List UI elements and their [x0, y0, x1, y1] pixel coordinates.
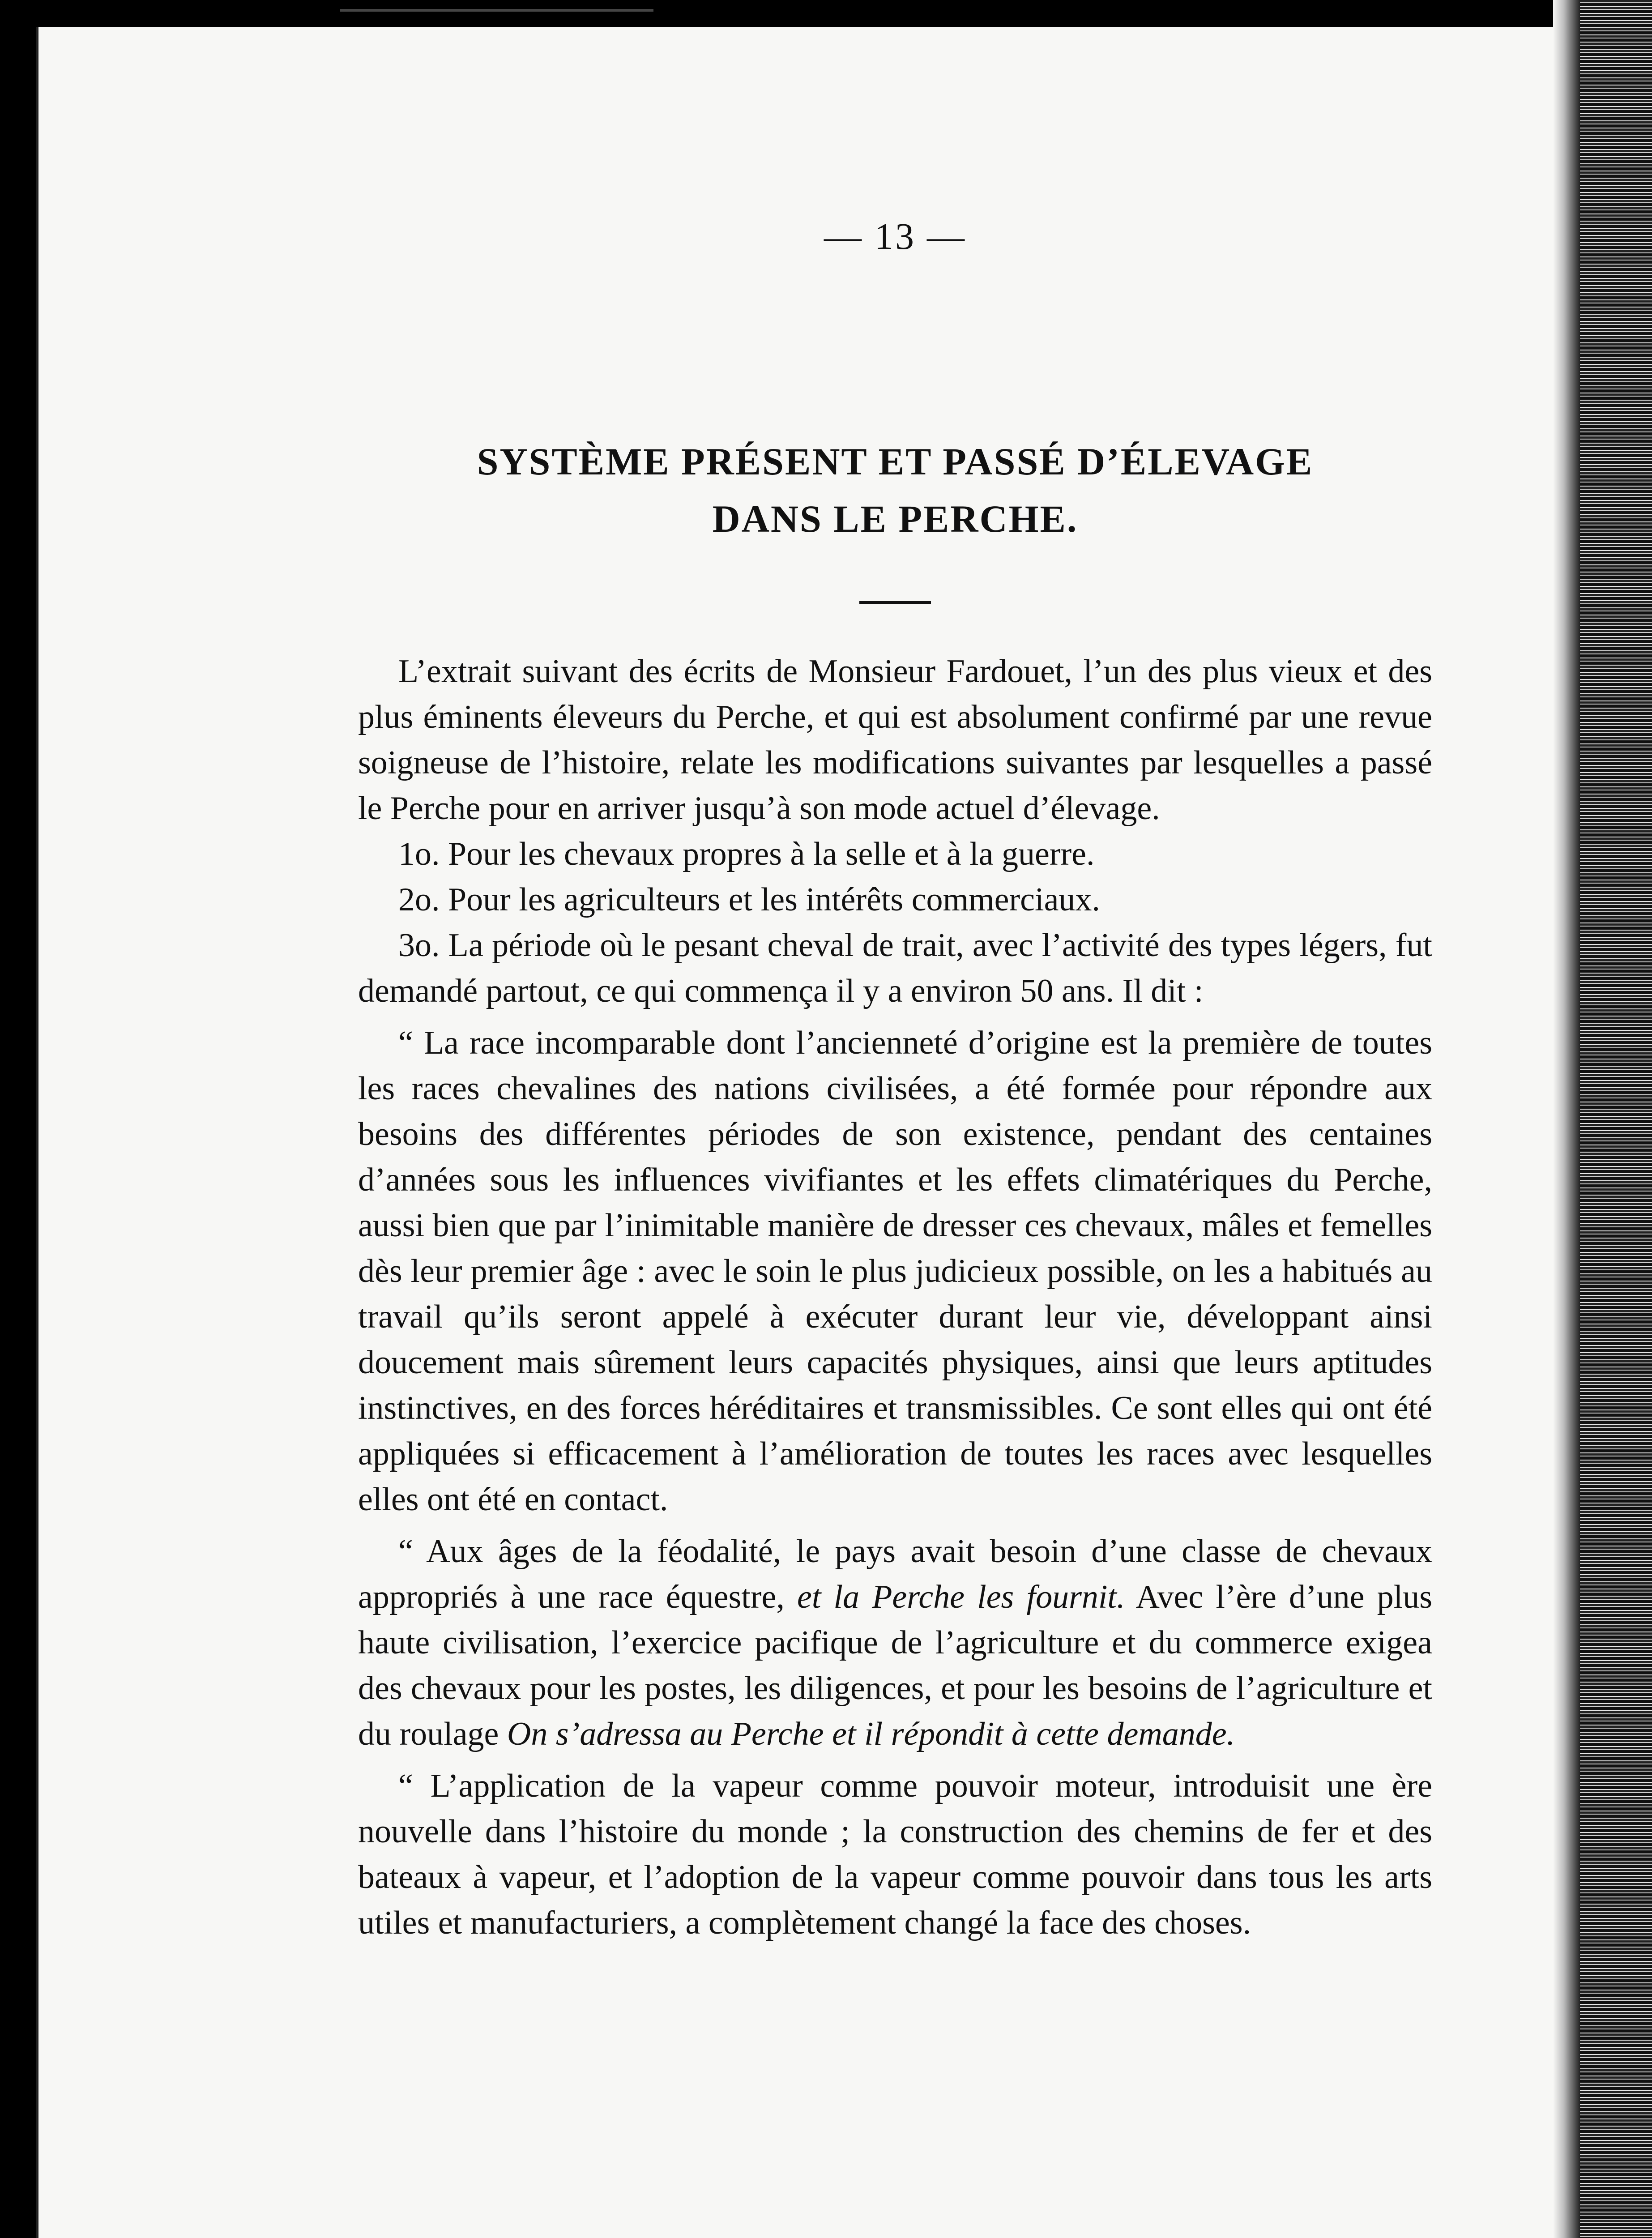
quote-paragraph-2: [358, 1529, 1432, 1757]
page-content: [358, 215, 1432, 1946]
chapter-title: [358, 433, 1432, 547]
title-separator: [859, 601, 931, 604]
page-number: — 13 —: [824, 216, 966, 257]
page-edge-gradient: [1553, 0, 1580, 2238]
quote-paragraph-3: “ L’application de la vapeur comme pouvoir moteur, introduisit une ère nouvelle dans l’histoire du monde ; la construction des chemins de fer et des bateaux à vapeur, et l’adoption de la vapeur comme pouvoir dans tous les arts utiles et manufacturiers, a complètement changé la face des choses.: [358, 1768, 1432, 1941]
quote2-italic-2: On s’adressa au Perche et il répondit à cette demande.: [507, 1716, 1235, 1752]
chapter-title-line2: DANS LE PERCHE.: [712, 497, 1078, 540]
body-text: [358, 649, 1432, 1946]
list-item-2: 2o. Pour les agriculteurs et les intérêts commerciaux.: [398, 881, 1100, 918]
chapter-title-line1: SYSTÈME PRÉSENT ET PASSÉ D’ÉLEVAGE: [477, 440, 1314, 483]
quote-paragraph-1: “ La race incomparable dont l’ancienneté d’origine est la première de toutes les races chevalines des nations civilisées, a été formée pour répondre aux besoins des différentes périodes de son existence, pendant des centaines d’années sous les influences vivifiantes et les effets climatériques du Perche, aussi bien que par l’inimitable manière de dresser ces chevaux, mâles et femelles dès leur premier âge : avec le soin le plus judicieux possible, on les a habitués au travail qu’ils seront appelé à exécuter durant leur vie, développant ainsi doucement mais sûrement leurs capacités physiques, ainsi que leurs aptitudes instinctives, en des forces héréditaires et transmissibles. Ce sont elles qui ont été appliquées si efficacement à l’amélioration de toutes les races avec lesquelles elles ont été en contact.: [358, 1025, 1432, 1518]
top-scan-rule: [340, 9, 653, 12]
intro-paragraph: L’extrait suivant des écrits de Monsieur Fardouet, l’un des plus vieux et des plus éminents éleveurs du Perche, et qui est absolument confirmé par une revue soigneuse de l’histoire, relate les modifications suivantes par lesquelles a passé le Perche pour en arriver jusqu’à son mode actuel d’élevage.: [358, 653, 1432, 827]
quote2-italic-1: et la Perche les fournit.: [797, 1579, 1125, 1615]
quote2-text-mid: Avec l’ère d’une plus haute civilisation, l’exercice pacifique de l’agriculture et du commerce exigea des chevaux pour les postes, les diligences, et pour les besoins de l’agriculture et du roulage: [358, 1579, 1432, 1752]
quote2-text-start: “ Aux âges de la féodalité, le pays avait besoin d’une classe de chevaux appropriés à une race équestre,: [358, 1533, 1432, 1615]
list-item-3: 3o. La période où le pesant cheval de trait, avec l’activité des types légers, fut demandé partout, ce qui commença il y a environ 50 ans. Il dit :: [358, 927, 1432, 1009]
list-item-1: 1o. Pour les chevaux propres à la selle et à la guerre.: [398, 836, 1095, 872]
